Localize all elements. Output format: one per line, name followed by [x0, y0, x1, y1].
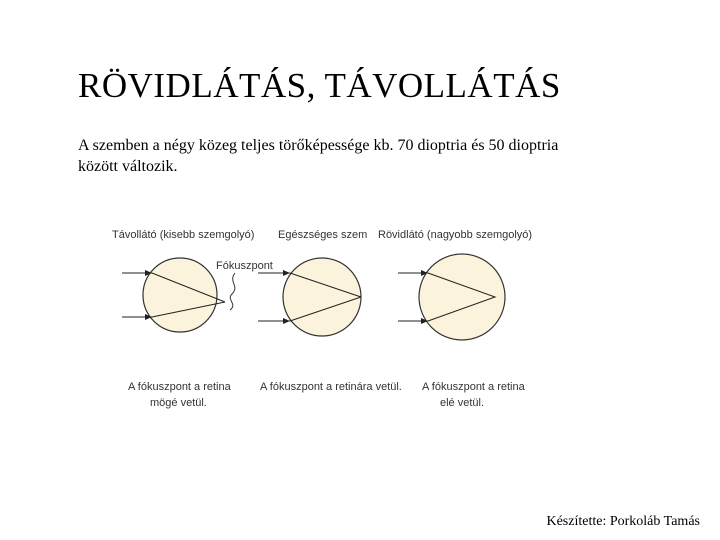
focus-pointer-line	[230, 273, 235, 310]
farsighted-caption-line1: A fókuszpont a retina	[128, 381, 231, 393]
slide-body-text: A szemben a négy közeg teljes törőképessége kb. 70 dioptria és 50 dioptria között változik.	[78, 137, 559, 175]
farsighted-caption-line2: mögé vetül.	[150, 397, 207, 409]
healthy-eye-label: Egészséges szem	[278, 229, 368, 241]
focus-point-label: Fókuszpont	[216, 260, 273, 272]
nearsighted-eyeball	[419, 254, 505, 340]
nearsighted-eye-label: Rövidlátó (nagyobb szemgolyó)	[378, 229, 533, 241]
nearsighted-caption-line1: A fókuszpont a retina	[422, 381, 525, 393]
healthy-caption: A fókuszpont a retinára vetül.	[260, 381, 402, 393]
farsighted-eye-label: Távollátó (kisebb szemgolyó)	[112, 229, 255, 241]
nearsighted-caption-line2: elé vetül.	[440, 397, 485, 409]
farsighted-eyeball	[143, 258, 217, 332]
slide-footer-author: Készítette: Porkoláb Tamás	[546, 514, 700, 529]
eye-refraction-diagram	[110, 220, 550, 420]
slide-title: RÖVIDLÁTÁS, TÁVOLLÁTÁS	[78, 66, 561, 105]
healthy-eyeball	[283, 258, 361, 336]
